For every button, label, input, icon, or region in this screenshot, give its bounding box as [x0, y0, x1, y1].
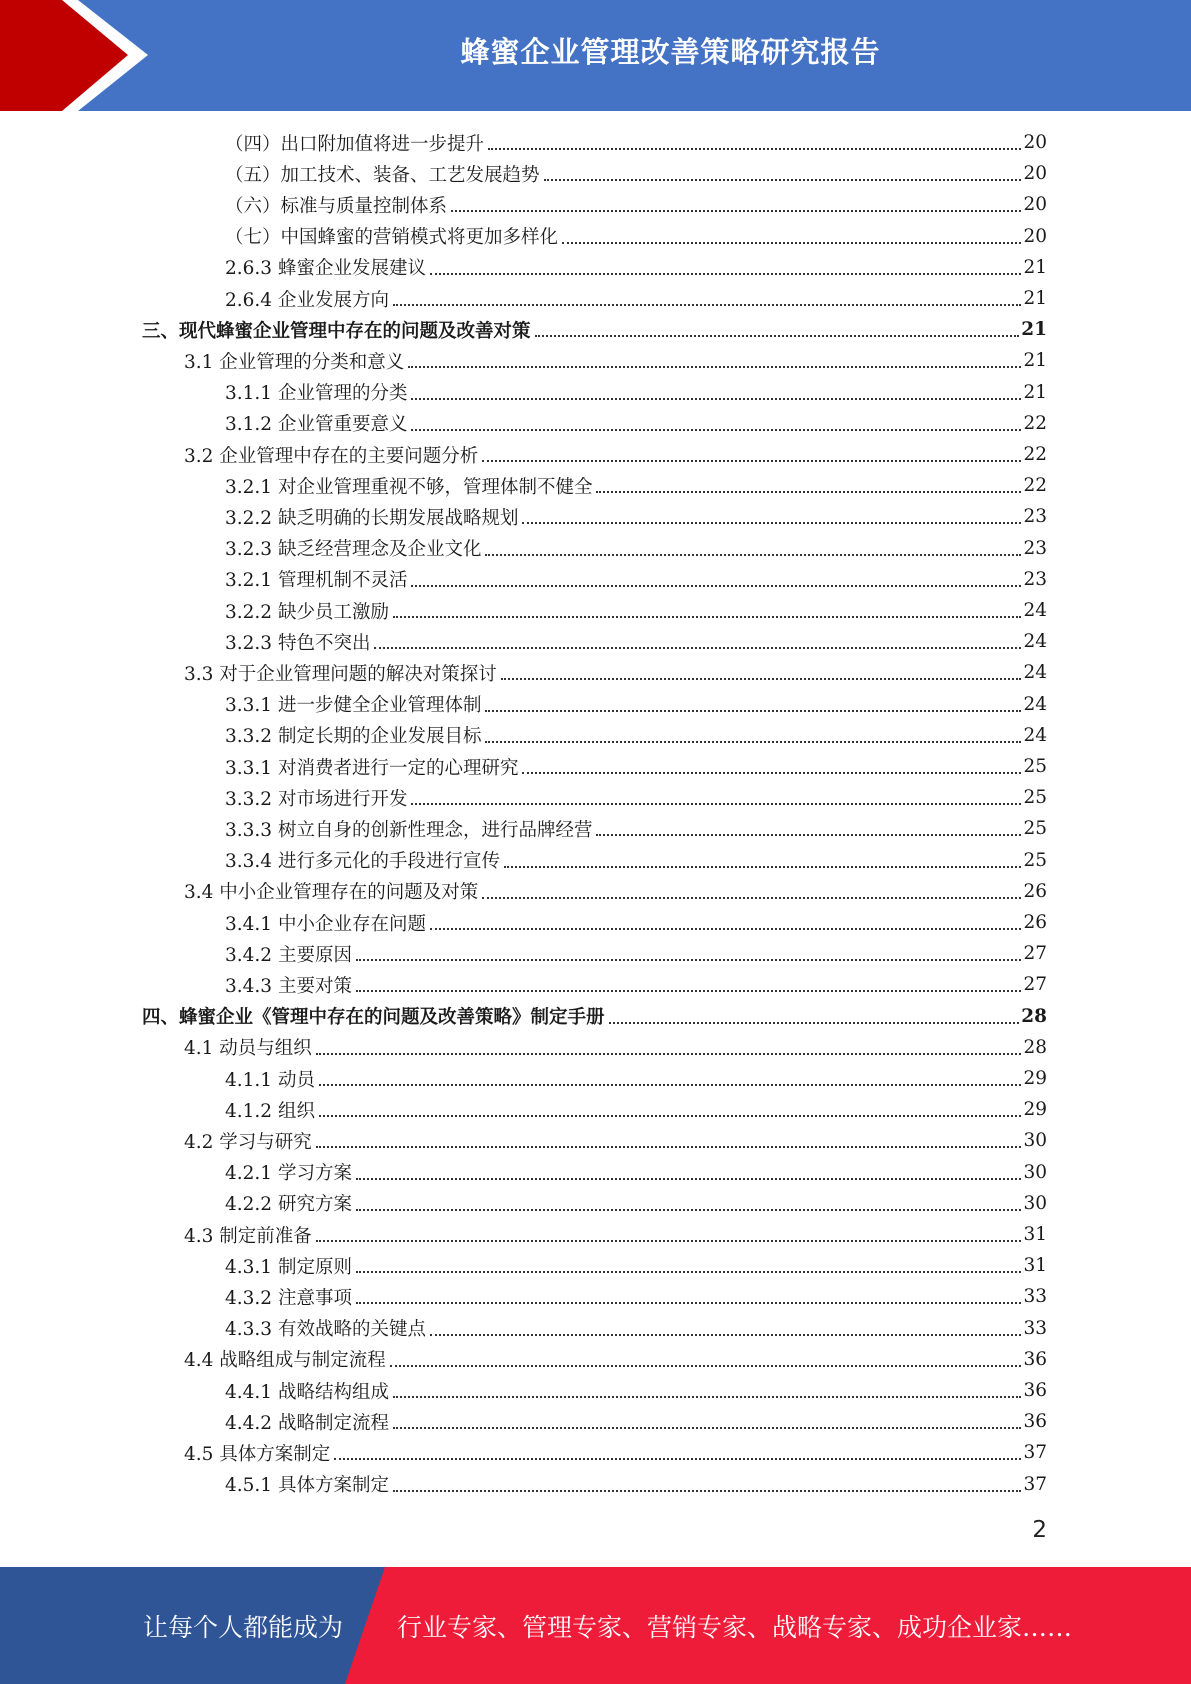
toc-entry-page: 37 [1023, 1442, 1047, 1464]
toc-entry-page: 20 [1023, 163, 1047, 185]
toc-dot-leader [609, 1021, 1020, 1024]
toc-dot-leader [544, 178, 1022, 181]
toc-entry-title: 3.2.3 缺乏经营理念及企业文化 [225, 539, 482, 561]
toc-entry-page: 33 [1023, 1317, 1047, 1339]
toc-entry-title: 3.3.1 对消费者进行一定的心理研究 [225, 757, 519, 779]
toc-entry[interactable] [225, 1281, 1047, 1312]
toc-entry[interactable] [225, 1063, 1047, 1094]
toc-entry-title: 三、现代蜂蜜企业管理中存在的问题及改善对策 [142, 320, 531, 342]
toc-entry[interactable] [225, 377, 1047, 408]
toc-entry-title: 4.2.2 研究方案 [225, 1194, 352, 1216]
toc-entry-title: 4.3.3 有效战略的关键点 [225, 1319, 426, 1341]
toc-entry-page: 21 [1021, 319, 1047, 341]
toc-entry-title: 3.1 企业管理的分类和意义 [184, 351, 405, 373]
toc-entry[interactable] [142, 314, 1047, 345]
toc-dot-leader [356, 1208, 1022, 1211]
toc-entry[interactable] [225, 782, 1047, 813]
toc-entry[interactable] [184, 345, 1047, 376]
toc-entry-title: 2.6.3 蜂蜜企业发展建议 [225, 258, 426, 280]
toc-entry[interactable] [225, 564, 1047, 595]
toc-entry-page: 21 [1023, 288, 1047, 309]
toc-dot-leader [374, 646, 1021, 649]
toc-dot-leader [356, 1177, 1022, 1180]
toc-entry-title: 4.4 战略组成与制定流程 [184, 1350, 386, 1372]
toc-entry[interactable] [225, 1469, 1047, 1500]
toc-entry[interactable] [184, 1344, 1047, 1375]
toc-entry-title: 4.1.2 组织 [225, 1100, 315, 1122]
toc-entry-page: 30 [1023, 1161, 1047, 1183]
toc-entry[interactable] [225, 283, 1047, 314]
toc-entry-title: 4.2 学习与研究 [184, 1131, 312, 1153]
toc-dot-leader [562, 241, 1021, 244]
toc-entry-page: 28 [1023, 1036, 1047, 1058]
toc-entry-title: 3.3.4 进行多元化的手段进行宣传 [225, 851, 500, 873]
toc-entry[interactable] [225, 1375, 1047, 1406]
toc-entry-page: 23 [1023, 537, 1047, 559]
toc-entry[interactable] [225, 907, 1047, 938]
toc-entry[interactable] [225, 845, 1047, 876]
toc-entry-title: 四、蜂蜜企业《管理中存在的问题及改善策略》制定手册 [142, 1007, 605, 1029]
toc-entry[interactable] [225, 751, 1047, 782]
toc-dot-leader [316, 1145, 1022, 1148]
toc-entry-title: 3.2.2 缺少员工激励 [225, 601, 389, 623]
toc-entry-page: 25 [1023, 849, 1047, 871]
toc-entry[interactable] [225, 189, 1047, 220]
toc-entry-title: 4.1.1 动员 [225, 1069, 315, 1091]
toc-entry-page: 30 [1023, 1130, 1047, 1152]
toc-dot-leader [596, 833, 1021, 836]
toc-entry[interactable] [184, 1437, 1047, 1468]
toc-entry-page: 26 [1023, 880, 1047, 902]
toc-entry[interactable] [225, 813, 1047, 844]
page-footer [0, 1567, 1191, 1684]
toc-entry-title: 3.2.1 管理机制不灵活 [225, 570, 408, 592]
toc-dot-leader [411, 397, 1021, 400]
toc-entry-title: （七）中国蜂蜜的营销模式将更加多样化 [225, 227, 559, 249]
document-title: 蜂蜜企业管理改善策略研究报告 [460, 34, 881, 69]
toc-entry-title: 3.3.2 对市场进行开发 [225, 788, 408, 810]
toc-entry-title: 4.3 制定前准备 [184, 1225, 312, 1247]
toc-entry-title: 3.2.2 缺乏明确的长期发展战略规划 [225, 507, 519, 529]
footer-slogan-left: 让每个人都能成为 [143, 1612, 344, 1642]
toc-entry-title: 4.5.1 具体方案制定 [225, 1475, 389, 1497]
toc-entry-title: 4.1 动员与组织 [184, 1038, 312, 1060]
toc-entry-page: 31 [1023, 1255, 1047, 1277]
toc-entry-page: 26 [1023, 912, 1047, 933]
toc-entry-page: 21 [1023, 256, 1047, 278]
toc-entry-page: 21 [1023, 350, 1047, 372]
toc-dot-leader [522, 771, 1021, 774]
toc-entry-page: 31 [1023, 1224, 1047, 1245]
toc-entry-title: 3.3.3 树立自身的创新性理念，进行品牌经营 [225, 819, 593, 841]
toc-dot-leader [451, 209, 1021, 212]
toc-entry-page: 24 [1023, 600, 1047, 621]
toc-entry-title: 3.4.3 主要对策 [225, 975, 352, 997]
toc-dot-leader [488, 147, 1021, 150]
toc-dot-leader [393, 303, 1021, 306]
toc-entry[interactable] [225, 626, 1047, 657]
toc-dot-leader [482, 459, 1021, 462]
toc-entry[interactable] [225, 1406, 1047, 1437]
toc-entry[interactable] [225, 1188, 1047, 1219]
toc-entry-page: 24 [1023, 662, 1047, 684]
toc-entry[interactable] [225, 689, 1047, 720]
toc-entry[interactable] [225, 969, 1047, 1000]
toc-dot-leader [485, 553, 1021, 556]
toc-entry-title: 3.2.1 对企业管理重视不够，管理体制不健全 [225, 476, 593, 498]
toc-entry-title: 3.3.1 进一步健全企业管理体制 [225, 695, 482, 717]
toc-dot-leader [482, 896, 1021, 899]
toc-dot-leader [485, 709, 1021, 712]
toc-entry-title: 4.5 具体方案制定 [184, 1443, 331, 1465]
toc-entry-page: 24 [1023, 693, 1047, 715]
toc-entry-page: 36 [1023, 1348, 1047, 1370]
toc-entry-title: 3.1.2 企业管重要意义 [225, 414, 408, 436]
toc-entry[interactable] [225, 252, 1047, 283]
toc-entry-page: 29 [1023, 1068, 1047, 1089]
toc-entry-page: 24 [1023, 631, 1047, 653]
toc-entry-title: （六）标准与质量控制体系 [225, 195, 448, 217]
toc-dot-leader [430, 272, 1021, 275]
toc-dot-leader [411, 802, 1021, 805]
toc-entry[interactable] [225, 501, 1047, 532]
toc-entry-page: 25 [1023, 787, 1047, 809]
toc-entry-page: 22 [1023, 475, 1047, 497]
toc-dot-leader [596, 490, 1021, 493]
toc-entry-page: 25 [1023, 818, 1047, 840]
toc-entry-page: 30 [1023, 1192, 1047, 1214]
toc-dot-leader [393, 1489, 1021, 1492]
toc-entry-page: 23 [1023, 568, 1047, 590]
toc-entry-title: （五）加工技术、装备、工艺发展趋势 [225, 164, 540, 186]
toc-entry-page: 25 [1023, 756, 1047, 777]
footer-slogan-right: 行业专家、管理专家、营销专家、战略专家、成功企业家…… [397, 1612, 1073, 1642]
toc-dot-leader [393, 1426, 1021, 1429]
toc-entry[interactable] [184, 1219, 1047, 1250]
toc-dot-leader [393, 615, 1021, 618]
toc-entry[interactable] [142, 1001, 1047, 1032]
toc-entry[interactable] [184, 657, 1047, 688]
toc-entry-title: 3.2.3 特色不突出 [225, 632, 371, 654]
toc-entry[interactable] [225, 470, 1047, 501]
toc-entry-page: 27 [1023, 943, 1047, 965]
toc-entry[interactable] [225, 533, 1047, 564]
toc-entry-page: 29 [1023, 1099, 1047, 1121]
toc-entry[interactable] [184, 1125, 1047, 1156]
toc-dot-leader [356, 1301, 1022, 1304]
toc-dot-leader [316, 1052, 1022, 1055]
toc-entry-page: 20 [1023, 194, 1047, 216]
toc-dot-leader [522, 521, 1021, 524]
toc-entry[interactable] [225, 1157, 1047, 1188]
toc-dot-leader [411, 428, 1021, 431]
toc-dot-leader [319, 1083, 1022, 1086]
toc-entry-page: 20 [1023, 132, 1047, 153]
toc-entry[interactable] [225, 1250, 1047, 1281]
toc-dot-leader [430, 1333, 1021, 1336]
toc-entry-title: （四）出口附加值将进一步提升 [225, 133, 485, 155]
toc-entry-title: 3.3.2 制定长期的企业发展目标 [225, 726, 482, 748]
toc-entry-title: 3.2 企业管理中存在的主要问题分析 [184, 445, 479, 467]
page-header [0, 0, 1191, 111]
toc-entry-title: 4.4.1 战略结构组成 [225, 1381, 389, 1403]
toc-entry-page: 23 [1023, 506, 1047, 528]
toc-entry[interactable] [225, 1313, 1047, 1344]
toc-entry-page: 33 [1023, 1286, 1047, 1308]
toc-entry-page: 24 [1023, 724, 1047, 746]
toc-entry-title: 3.3 对于企业管理问题的解决对策探讨 [184, 663, 497, 685]
toc-entry-page: 36 [1023, 1380, 1047, 1401]
toc-entry-title: 4.3.1 制定原则 [225, 1256, 352, 1278]
toc-dot-leader [334, 1457, 1021, 1460]
toc-entry-title: 3.4.2 主要原因 [225, 944, 352, 966]
toc-dot-leader [501, 677, 1022, 680]
toc-entry-title: 4.2.1 学习方案 [225, 1163, 352, 1185]
toc-dot-leader [408, 365, 1021, 368]
toc-entry[interactable] [225, 158, 1047, 189]
toc-dot-leader [316, 1239, 1022, 1242]
toc-entry-title: 2.6.4 企业发展方向 [225, 289, 389, 311]
toc-dot-leader [356, 1270, 1022, 1273]
toc-entry-page: 36 [1023, 1411, 1047, 1433]
toc-entry[interactable] [225, 1094, 1047, 1125]
toc-entry[interactable] [225, 720, 1047, 751]
toc-entry-page: 20 [1023, 225, 1047, 247]
toc-dot-leader [356, 989, 1022, 992]
toc-dot-leader [319, 1114, 1022, 1117]
toc-dot-leader [411, 584, 1021, 587]
toc-entry-page: 27 [1023, 974, 1047, 996]
toc-entry-page: 37 [1023, 1473, 1047, 1495]
toc-entry-title: 3.4.1 中小企业存在问题 [225, 913, 426, 935]
toc-dot-leader [535, 334, 1020, 337]
toc-dot-leader [430, 927, 1021, 930]
toc-dot-leader [356, 958, 1022, 961]
page-number: 2 [1032, 1517, 1047, 1543]
toc-entry[interactable] [225, 938, 1047, 969]
toc-dot-leader [393, 1395, 1021, 1398]
toc-entry-page: 22 [1023, 444, 1047, 465]
toc-entry[interactable] [225, 221, 1047, 252]
toc-entry-title: 4.4.2 战略制定流程 [225, 1412, 389, 1434]
toc-entry-title: 4.3.2 注意事项 [225, 1287, 352, 1309]
toc-dot-leader [504, 865, 1021, 868]
toc-entry[interactable] [184, 876, 1047, 907]
toc-entry-page: 28 [1021, 1005, 1047, 1027]
toc-entry-title: 3.4 中小企业管理存在的问题及对策 [184, 882, 479, 904]
toc-entry[interactable] [225, 127, 1047, 158]
toc-entry[interactable] [225, 408, 1047, 439]
toc-entry-page: 21 [1023, 381, 1047, 403]
toc-dot-leader [390, 1364, 1022, 1367]
toc-entry-page: 22 [1023, 412, 1047, 434]
toc-dot-leader [485, 740, 1021, 743]
toc-entry-title: 3.1.1 企业管理的分类 [225, 383, 408, 405]
toc-entry[interactable] [184, 439, 1047, 470]
toc-entry[interactable] [225, 595, 1047, 626]
toc-entry[interactable] [184, 1032, 1047, 1063]
